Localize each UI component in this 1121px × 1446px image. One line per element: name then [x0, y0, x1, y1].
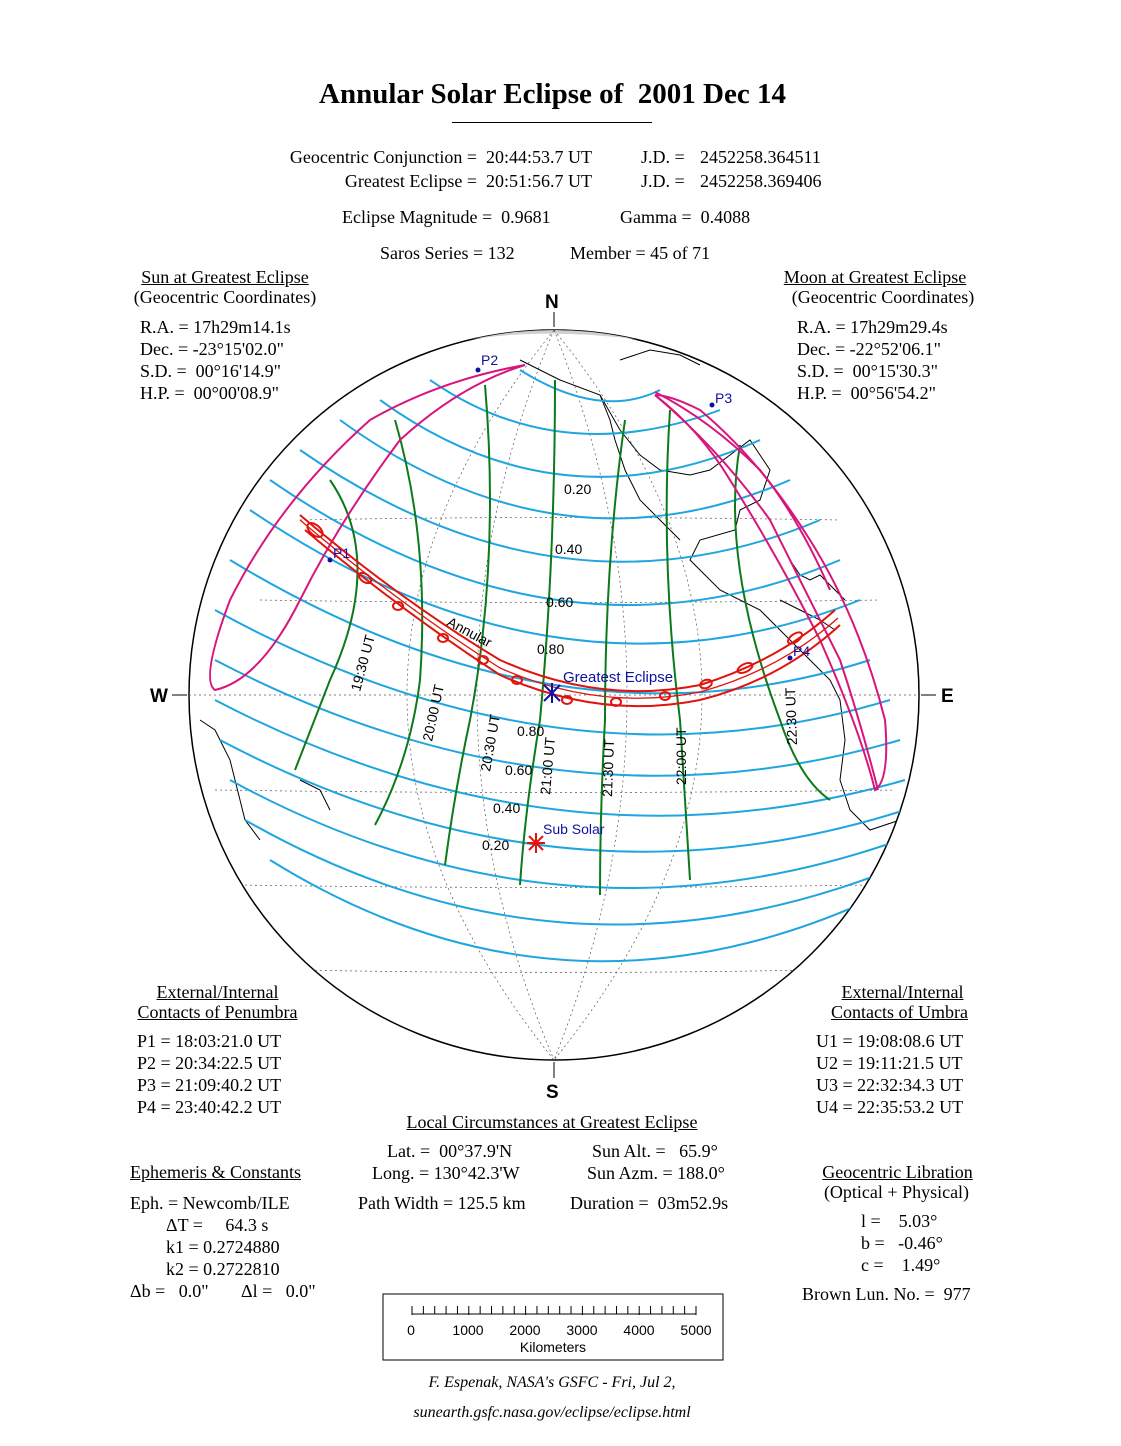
moon-ra: R.A. = 17h29m29.4s: [797, 317, 948, 337]
libration-c: c = 1.49°: [861, 1255, 941, 1275]
west-label: W: [150, 686, 168, 707]
p1-point: [328, 558, 333, 563]
mag-label: 0.40: [493, 800, 521, 816]
p2-point: [476, 368, 481, 373]
umbra-title: External/Internal: [841, 982, 964, 1002]
sun-hp: H.P. = 00°00'08.9": [140, 383, 279, 403]
greatest-eclipse-time: 20:51:56.7 UT: [486, 171, 592, 191]
local-long: Long. = 130°42.3'W: [372, 1163, 520, 1183]
time-label: 21:00 UT: [537, 736, 559, 796]
conjunction-jd: 2452258.364511: [700, 147, 821, 167]
east-label: E: [941, 686, 954, 707]
sun-title: Sun at Greatest Eclipse: [141, 267, 309, 287]
sub-solar-label: Sub Solar: [543, 821, 605, 837]
ephemeris-dl: Δl = 0.0": [241, 1281, 316, 1301]
greatest-eclipse-label: Greatest Eclipse =: [344, 171, 477, 191]
sun-sd: S.D. = 00°16'14.9": [140, 361, 281, 381]
annular-label: Annular: [444, 613, 495, 651]
ephemeris-eph: Eph. = Newcomb/ILE: [130, 1193, 290, 1213]
ephemeris-k1: k1 = 0.2724880: [166, 1237, 280, 1257]
penumbra-title: External/Internal: [156, 982, 279, 1002]
local-title: Local Circumstances at Greatest Eclipse: [406, 1112, 698, 1132]
page-title: Annular Solar Eclipse of 2001 Dec 14: [319, 78, 786, 110]
mag-label: 0.60: [546, 594, 574, 610]
umbra-u3: U3 = 22:32:34.3 UT: [816, 1075, 964, 1095]
sun-dec: Dec. = -23°15'02.0": [140, 339, 284, 359]
saros-member: Member = 45 of 71: [570, 243, 711, 263]
time-label: 22:00 UT: [673, 727, 689, 785]
umbra-u4: U4 = 22:35:53.2 UT: [816, 1097, 964, 1117]
credit-line-1: F. Espenak, NASA's GSFC - Fri, Jul 2,: [428, 1374, 676, 1391]
libration-b: b = -0.46°: [861, 1233, 943, 1253]
time-label: 21:30 UT: [599, 738, 618, 798]
scale-tick-label: 1000: [452, 1322, 484, 1338]
umbra-u2: U2 = 19:11:21.5 UT: [816, 1053, 963, 1073]
sun-ra: R.A. = 17h29m14.1s: [140, 317, 291, 337]
time-label: 20:30 UT: [477, 713, 503, 773]
greatest-eclipse-jd-label: J.D. =: [641, 171, 685, 191]
moon-dec: Dec. = -22°52'06.1": [797, 339, 941, 359]
scale-tick-label: 5000: [680, 1322, 712, 1338]
libration-title: Geocentric Libration: [822, 1162, 973, 1182]
libration-subtitle: (Optical + Physical): [823, 1182, 970, 1202]
local-sun-alt: Sun Alt. = 65.9°: [592, 1141, 718, 1161]
libration-l: l = 5.03°: [861, 1211, 938, 1231]
greatest-eclipse-label: Greatest Eclipse: [563, 669, 674, 686]
moon-sd: S.D. = 00°15'30.3": [797, 361, 938, 381]
ephemeris-db: Δb = 0.0": [130, 1281, 209, 1301]
local-duration: Duration = 03m52.9s: [570, 1193, 729, 1213]
umbra-u1: U1 = 19:08:08.6 UT: [816, 1031, 964, 1051]
penumbra-p2: P2 = 20:34:22.5 UT: [137, 1053, 282, 1073]
mag-label: 0.60: [505, 762, 533, 778]
time-label: 20:00 UT: [419, 682, 447, 743]
p1-label: P1: [333, 545, 351, 561]
eclipse-magnitude: Eclipse Magnitude = 0.9681: [342, 207, 551, 227]
ephemeris-dt: ΔT = 64.3 s: [166, 1215, 269, 1235]
south-label: S: [546, 1082, 559, 1103]
mag-label: 0.80: [517, 723, 545, 739]
mag-label: 0.20: [564, 481, 592, 497]
p3-label: P3: [715, 390, 733, 406]
libration-brown: Brown Lun. No. = 977: [802, 1284, 971, 1304]
greatest-eclipse-jd: 2452258.369406: [700, 171, 822, 191]
time-label: 19:30 UT: [347, 633, 378, 693]
sun-subtitle: (Geocentric Coordinates): [133, 287, 317, 307]
saros-series: Saros Series = 132: [380, 243, 515, 263]
scale-tick-label: 3000: [566, 1322, 598, 1338]
moon-hp: H.P. = 00°56'54.2": [797, 383, 936, 403]
ephemeris-k2: k2 = 0.2722810: [166, 1259, 280, 1279]
time-label: 22:30 UT: [781, 687, 800, 746]
scale-tick-label: 2000: [509, 1322, 541, 1338]
eclipse-gamma: Gamma = 0.4088: [620, 207, 751, 227]
conjunction-time: 20:44:53.7 UT: [486, 147, 592, 167]
ephemeris-title: Ephemeris & Constants: [130, 1162, 301, 1182]
p4-label: P4: [793, 643, 811, 659]
local-path-width: Path Width = 125.5 km: [358, 1193, 526, 1213]
p3-point: [710, 403, 715, 408]
penumbra-p3: P3 = 21:09:40.2 UT: [137, 1075, 282, 1095]
local-lat: Lat. = 00°37.9'N: [387, 1141, 513, 1161]
north-label: N: [545, 292, 559, 313]
scale-unit: Kilometers: [519, 1339, 587, 1355]
umbra-subtitle: Contacts of Umbra: [831, 1002, 968, 1022]
moon-subtitle: (Geocentric Coordinates): [791, 287, 975, 307]
conjunction-label: Geocentric Conjunction =: [289, 147, 477, 167]
moon-title: Moon at Greatest Eclipse: [783, 267, 967, 287]
p4-point: [788, 656, 793, 661]
penumbra-p1: P1 = 18:03:21.0 UT: [137, 1031, 282, 1051]
conjunction-jd-label: J.D. =: [641, 147, 685, 167]
p2-label: P2: [481, 352, 499, 368]
mag-label: 0.80: [537, 641, 565, 657]
scale-tick-label: 0: [407, 1322, 415, 1338]
scale-tick-label: 4000: [623, 1322, 655, 1338]
mag-label: 0.40: [555, 541, 583, 557]
credit-line-2: sunearth.gsfc.nasa.gov/eclipse/eclipse.html: [413, 1404, 691, 1421]
penumbra-p4: P4 = 23:40:42.2 UT: [137, 1097, 282, 1117]
penumbra-subtitle: Contacts of Penumbra: [137, 1002, 298, 1022]
mag-label: 0.20: [482, 837, 510, 853]
local-sun-azm: Sun Azm. = 188.0°: [587, 1163, 725, 1183]
